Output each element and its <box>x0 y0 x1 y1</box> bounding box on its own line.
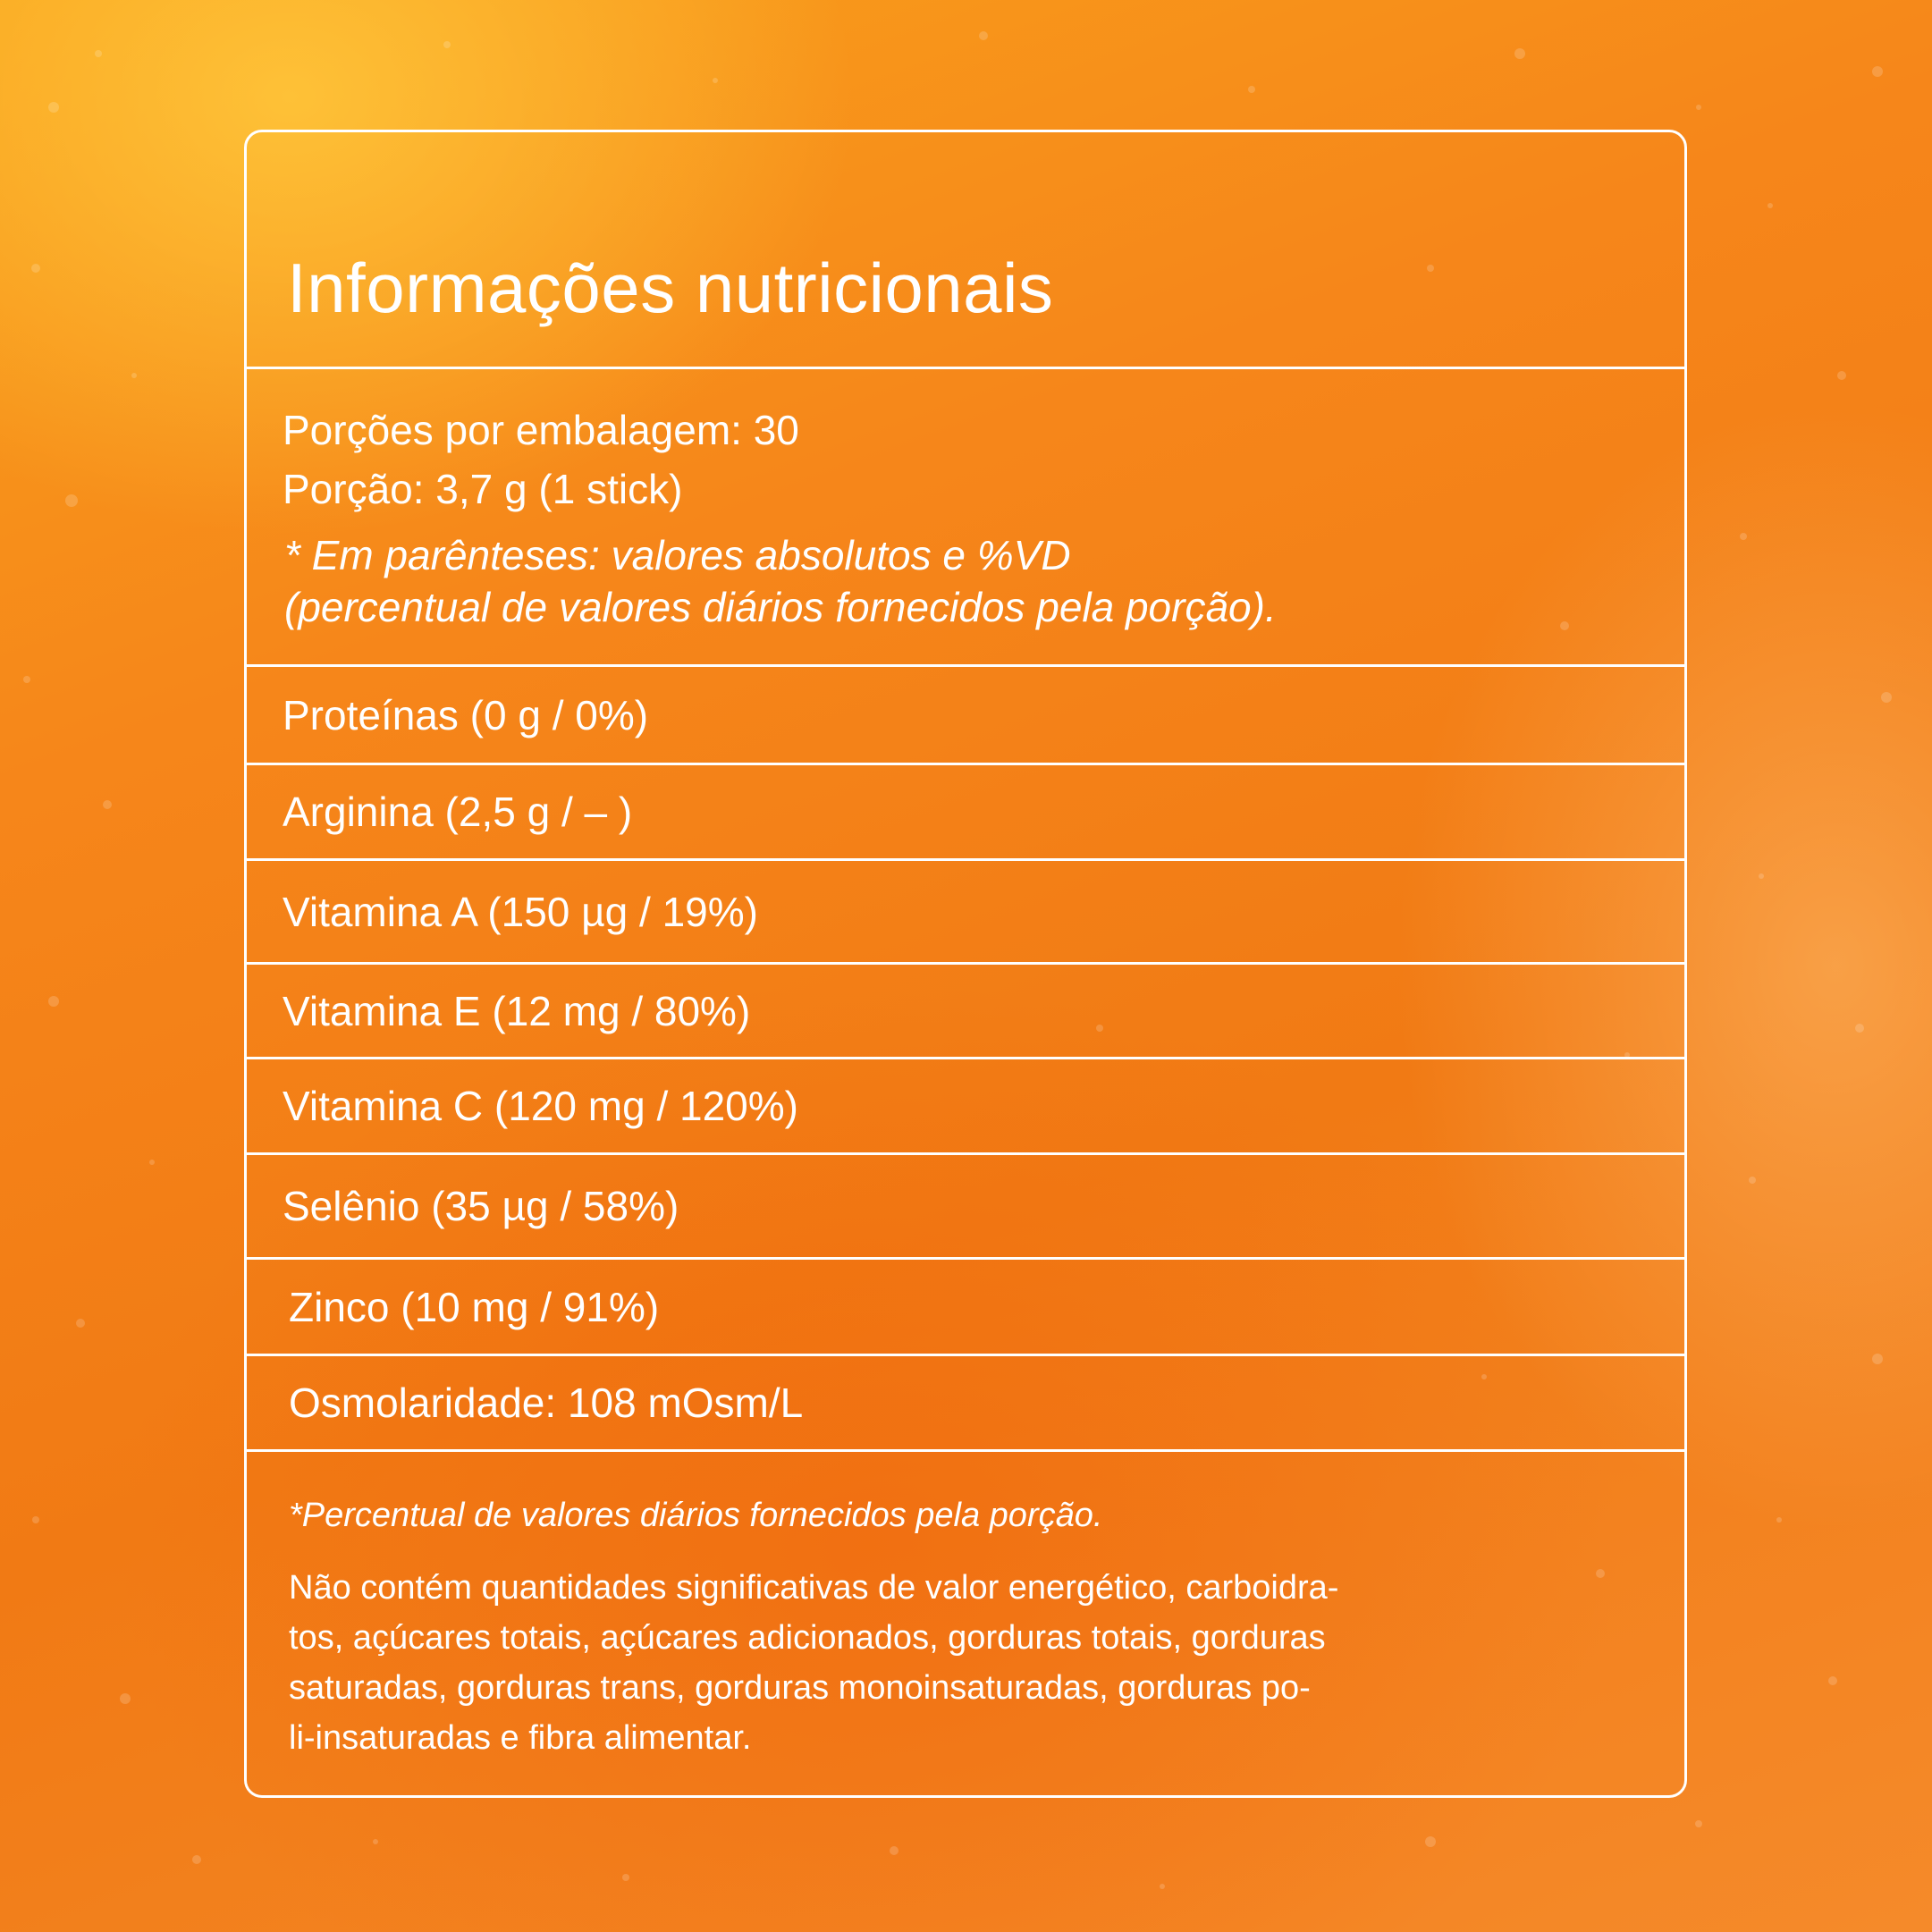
serving-size: Porção: 3,7 g (1 stick) <box>283 466 683 512</box>
nutrient-label: Vitamina C (120 mg / 120%) <box>283 1083 798 1129</box>
nutrient-row-vitamina-c <box>247 1059 1684 1152</box>
nutrient-label: Vitamina A (150 µg / 19%) <box>283 888 758 935</box>
nutrient-row-selenio <box>247 1155 1684 1257</box>
disclaimer-line: li-insaturadas e fibra alimentar. <box>289 1719 752 1757</box>
servings-per-package: Porções por embalagem: 30 <box>283 407 799 453</box>
parentheses-note <box>284 529 1277 633</box>
daily-value-footnote: *Percentual de valores diários fornecidos pela porção. <box>289 1497 1103 1534</box>
nutrient-label: Zinco (10 mg / 91%) <box>289 1283 660 1330</box>
nutrient-row-arginina <box>247 765 1684 858</box>
note-line: (percentual de valores diários fornecidos pela porção). <box>284 584 1277 630</box>
osmolarity-label: Osmolaridade: 108 mOsm/L <box>289 1379 804 1426</box>
nutrient-row-proteinas <box>247 667 1684 763</box>
divider <box>247 367 1684 369</box>
disclaimer-line: saturadas, gorduras trans, gorduras monoinsaturadas, gorduras po- <box>289 1669 1311 1707</box>
note-line: * Em parênteses: valores absolutos e %VD <box>284 532 1071 578</box>
nutrient-row-vitamina-a <box>247 861 1684 962</box>
nutrient-label: Proteínas (0 g / 0%) <box>283 691 649 738</box>
disclaimer-text <box>289 1563 1338 1763</box>
panel-title: Informações nutricionais <box>287 249 1054 327</box>
nutrition-facts-panel <box>244 130 1687 1798</box>
nutrient-row-zinco <box>247 1260 1684 1354</box>
osmolarity-row <box>247 1356 1684 1449</box>
nutrient-label: Vitamina E (12 mg / 80%) <box>283 987 751 1034</box>
serving-info <box>283 401 799 519</box>
disclaimer-line: tos, açúcares totais, açúcares adicionados, gorduras totais, gorduras <box>289 1619 1326 1657</box>
nutrient-label: Selênio (35 µg / 58%) <box>283 1183 679 1229</box>
nutrient-row-vitamina-e <box>247 965 1684 1057</box>
disclaimer-line: Não contém quantidades significativas de valor energético, carboidra- <box>289 1569 1339 1607</box>
divider <box>247 1449 1684 1452</box>
nutrient-label: Arginina (2,5 g / – ) <box>283 789 633 835</box>
